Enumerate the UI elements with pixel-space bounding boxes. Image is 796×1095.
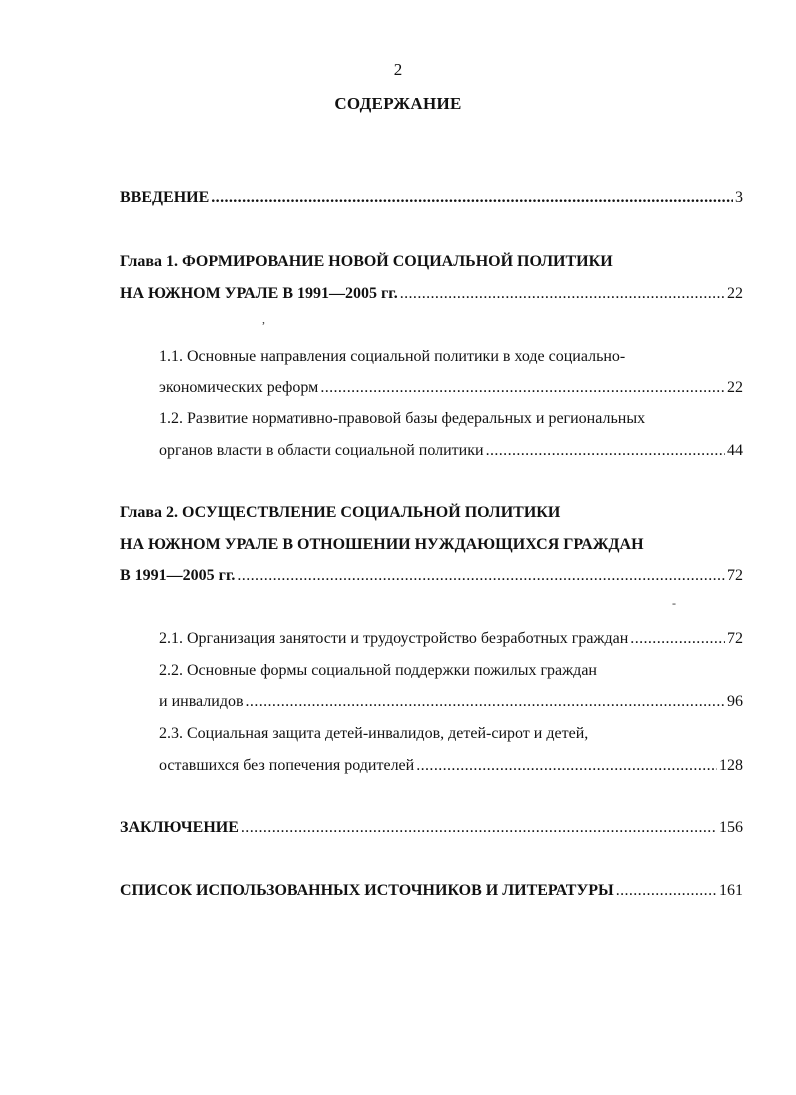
toc-chapter1-title-line1[interactable] <box>120 252 613 272</box>
toc-section-label: органов власти в области социальной политики <box>159 442 484 459</box>
toc-section-label: 1.1. Основные направления социальной политики в ходе социально- <box>159 348 626 365</box>
toc-section-label: экономических реформ <box>159 379 319 396</box>
scan-mark: - <box>672 596 676 610</box>
dot-leader <box>630 629 725 649</box>
toc-entry-label: ВВЕДЕНИЕ <box>120 189 210 206</box>
toc-entry-page: 96 <box>727 693 743 710</box>
toc-entry-page: 22 <box>727 285 743 302</box>
toc-section-label: и инвалидов <box>159 693 244 710</box>
toc-chapter-label: НА ЮЖНОМ УРАЛЕ В ОТНОШЕНИИ НУЖДАЮЩИХСЯ ГРАЖДАН <box>120 536 644 553</box>
dot-leader <box>616 881 717 901</box>
toc-chapter1-title-line2[interactable] <box>120 284 743 304</box>
toc-entry-page: 72 <box>727 567 743 584</box>
toc-section-2-3-line2[interactable] <box>159 756 743 776</box>
toc-chapter2-title-line1[interactable] <box>120 503 560 523</box>
toc-entry-page: 161 <box>719 882 743 899</box>
dot-leader <box>400 284 725 304</box>
toc-entry-sources[interactable] <box>120 881 743 901</box>
toc-entry-page: 44 <box>727 442 743 459</box>
toc-section-2-2-line2[interactable] <box>159 692 743 712</box>
toc-entry-page: 22 <box>727 379 743 396</box>
toc-section-label: 2.1. Организация занятости и трудоустройство безработных граждан <box>159 630 629 647</box>
toc-chapter-label: НА ЮЖНОМ УРАЛЕ В 1991—2005 гг. <box>120 285 398 302</box>
page-title: СОДЕРЖАНИЕ <box>334 94 462 113</box>
toc-entry-intro[interactable] <box>120 188 743 208</box>
scan-mark: , <box>262 312 265 326</box>
toc-chapter2-title-line3[interactable] <box>120 566 743 586</box>
toc-chapter-label: Глава 1. ФОРМИРОВАНИЕ НОВОЙ СОЦИАЛЬНОЙ ПОЛИТИКИ <box>120 253 613 270</box>
toc-section-label: 2.2. Основные формы социальной поддержки пожилых граждан <box>159 662 597 679</box>
toc-section-2-1[interactable] <box>159 629 743 649</box>
toc-entry-page: 156 <box>719 819 743 836</box>
toc-section-1-2-line1[interactable] <box>159 409 645 429</box>
toc-chapter-label: Глава 2. ОСУЩЕСТВЛЕНИЕ СОЦИАЛЬНОЙ ПОЛИТИКИ <box>120 504 561 521</box>
dot-leader <box>416 756 717 776</box>
toc-entry-page: 3 <box>735 189 743 206</box>
dot-leader <box>320 378 725 398</box>
dot-leader <box>246 692 725 712</box>
page-number: 2 <box>393 60 403 79</box>
toc-section-label: 1.2. Развитие нормативно-правовой базы федеральных и региональных <box>159 410 646 427</box>
toc-chapter-label: В 1991—2005 гг. <box>120 567 236 584</box>
toc-entry-page: 128 <box>719 757 743 774</box>
toc-entry-conclusion[interactable] <box>120 818 743 838</box>
toc-section-label: 2.3. Социальная защита детей-инвалидов, детей-сирот и детей, <box>159 725 589 742</box>
toc-section-2-2-line1[interactable] <box>159 661 597 681</box>
toc-entry-label: СПИСОК ИСПОЛЬЗОВАННЫХ ИСТОЧНИКОВ И ЛИТЕРАТУРЫ <box>120 882 614 899</box>
toc-section-1-1-line2[interactable] <box>159 378 743 398</box>
dot-leader <box>241 818 717 838</box>
dot-leader <box>486 441 725 461</box>
toc-entry-page: 72 <box>727 630 743 647</box>
toc-section-label: оставшихся без попечения родителей <box>159 757 415 774</box>
dot-leader <box>237 566 725 586</box>
dot-leader <box>211 188 733 208</box>
toc-section-1-1-line1[interactable] <box>159 347 625 367</box>
toc-chapter2-title-line2[interactable] <box>120 535 644 555</box>
toc-entry-label: ЗАКЛЮЧЕНИЕ <box>120 819 239 836</box>
toc-section-2-3-line1[interactable] <box>159 724 588 744</box>
toc-section-1-2-line2[interactable] <box>159 441 743 461</box>
